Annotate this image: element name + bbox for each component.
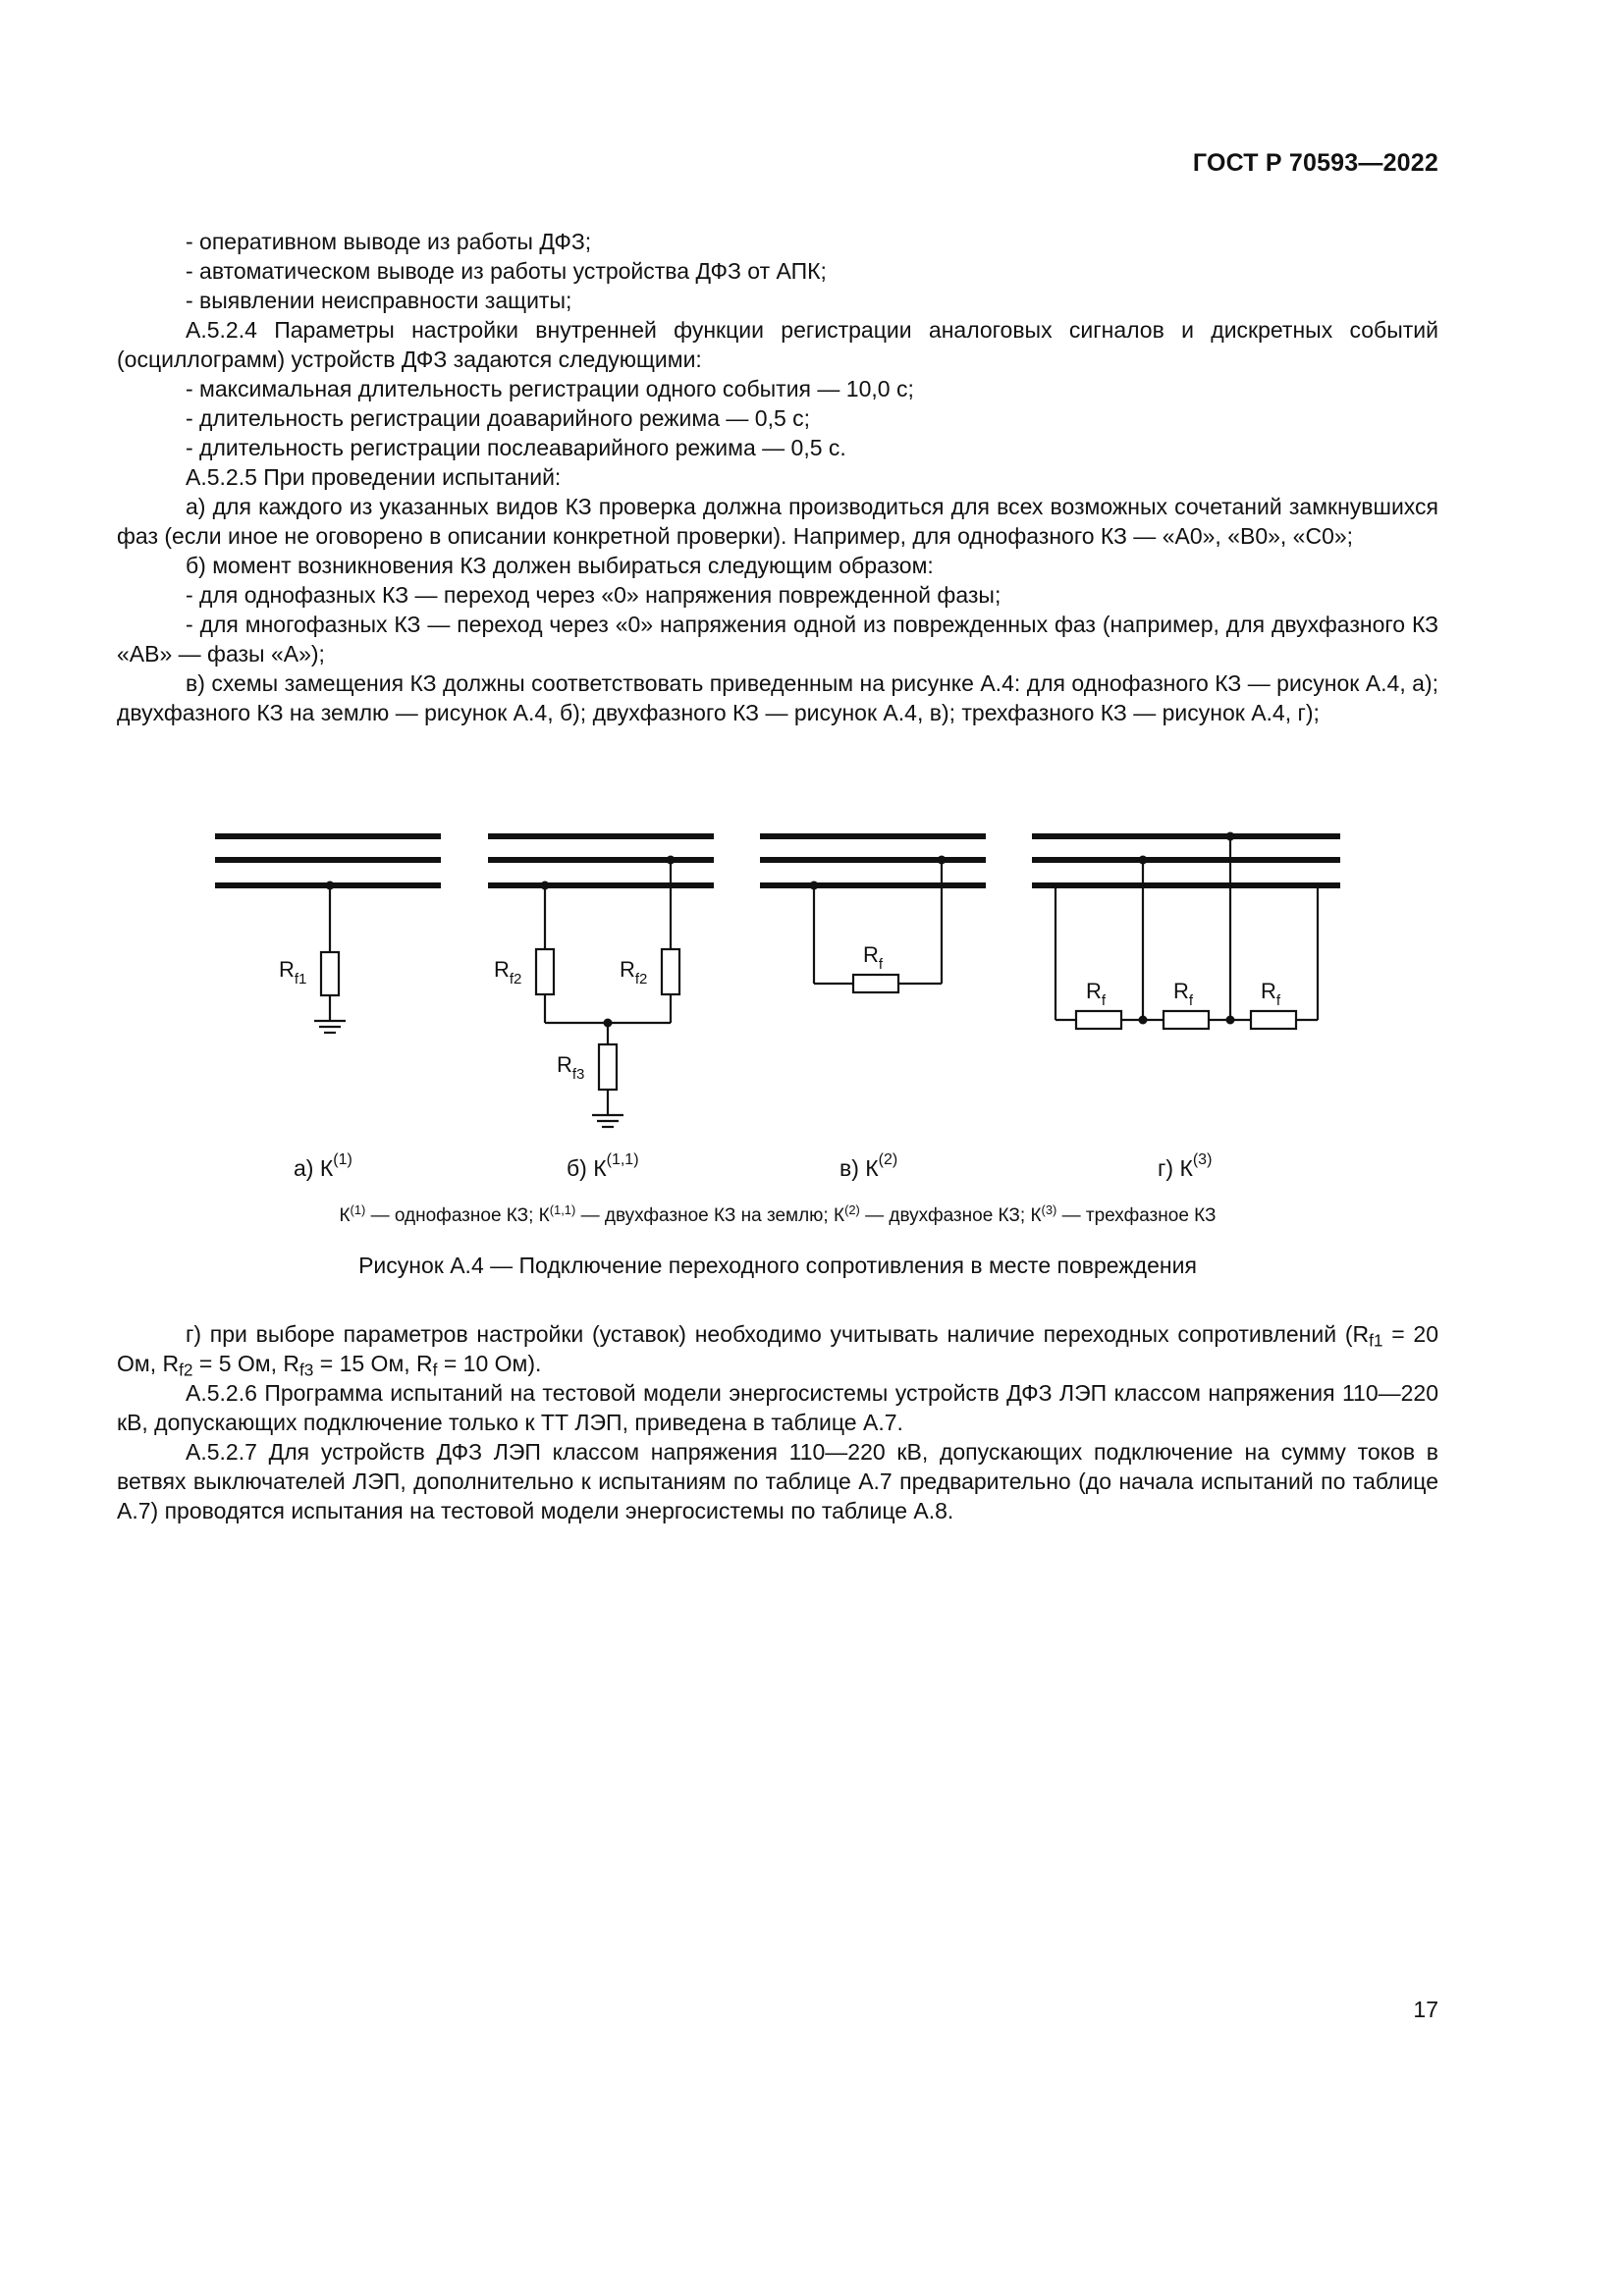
fault-resistance-diagram: [117, 815, 1438, 1227]
text-block-top: [117, 227, 1438, 727]
label-rf3: $R_{f3}$: [557, 1052, 585, 1083]
busbars-a: [215, 836, 441, 885]
paragraph-a524: А.5.2.4 Параметры настройки внутренней функции регистрации аналоговых сигналов и дискретных событий (осциллограмм) устройств ДФЗ задаются следующими:: [117, 317, 1438, 372]
paragraph-g: г) при выборе параметров настройки (уставок) необходимо учитывать наличие переходных сопротивлений ($R_{f1} = 20$ Ом, $R_{f2} = 5$ Ом, $R_{f3} = 15$ Ом, $R_f = 10$ Ом).: [117, 1321, 1438, 1380]
paragraph-a526: А.5.2.6 Программа испытаний на тестовой модели энергосистемы устройств ДФЗ ЛЭП классом напряжения 110—220 кВ, допускающих подключение только к ТТ ЛЭП, приведена в таблице А.7.: [117, 1380, 1438, 1435]
diagram-label-g: г) $К^{(3)}$: [1158, 1151, 1213, 1181]
label-rf-g1: $R_f$: [1086, 979, 1107, 1009]
list-item-fault: - выявлении неисправности защиты;: [186, 288, 572, 313]
list-item-max-duration: - максимальная длительность регистрации одного события — 10,0 с;: [186, 376, 914, 401]
list-item-single-phase: - для однофазных КЗ — переход через «0» напряжения поврежденной фазы;: [186, 582, 1001, 608]
figure-legend: $К^{(1)}$ — однофазное КЗ; К$^{(1,1)}$ — двухфазное КЗ на землю; $К^{(2)}$ — двухфазное КЗ; $К^{(3)}$ — трехфазное КЗ: [339, 1201, 1217, 1226]
list-item-automatic: - автоматическом выводе из работы устройства ДФЗ от АПК;: [186, 258, 827, 284]
busbars-g: [1032, 836, 1340, 885]
list-item-post-fault: - длительность регистрации послеаварийного режима — 0,5 с.: [186, 435, 846, 460]
paragraph-a525: А.5.2.5 При проведении испытаний:: [186, 464, 562, 490]
label-rf2-right: $R_{f2}$: [620, 957, 648, 988]
label-rf-v: $R_f$: [863, 942, 884, 973]
diagram-label-a: а) $К^{(1)}$: [294, 1151, 352, 1181]
label-rf-g3: $R_f$: [1261, 979, 1281, 1009]
paragraph-a527: А.5.2.7 Для устройств ДФЗ ЛЭП классом напряжения 110—220 кВ, допускающих подключение на сумму токов в ветвях выключателей ЛЭП, дополнительно к испытаниям по таблице А.7 предварительно (до начала испытаний по таблице А.7) проводятся испытания на тестовой модели энергосистемы по таблице А.8.: [117, 1439, 1438, 1523]
paragraph-a: а) для каждого из указанных видов КЗ проверка должна производиться для всех возможных сочетаний замкнувшихся фаз (если иное не оговорено в описании конкретной проверки). Например, для однофазного КЗ — «А0», «В0», «С0»;: [117, 494, 1438, 549]
list-item-pre-fault: - длительность регистрации доаварийного режима — 0,5 с;: [186, 405, 811, 431]
busbars-b: [488, 836, 714, 885]
busbars-v: [760, 836, 986, 885]
diagram-label-b: б) К$^{(1,1)}$: [567, 1151, 639, 1181]
label-rf2-left: $R_{f2}$: [494, 957, 522, 988]
figure-caption: Рисунок А.4 — Подключение переходного сопротивления в месте повреждения: [358, 1253, 1197, 1278]
figure-a4: [117, 815, 1438, 1227]
list-item-operative: - оперативном выводе из работы ДФЗ;: [186, 229, 592, 254]
diagram-label-v: в) $К^{(2)}$: [839, 1151, 898, 1181]
label-rf1: $R_{f1}$: [279, 957, 307, 988]
circuit-a: [314, 885, 346, 1033]
list-item-multi-phase: - для многофазных КЗ — переход через «0» напряжения одной из поврежденных фаз (например, для двухфазного КЗ «АВ» — фазы «А»);: [117, 612, 1438, 667]
circuit-b: [536, 860, 679, 1127]
text-block-bottom: [117, 1319, 1438, 1525]
paragraph-v: в) схемы замещения КЗ должны соответствовать приведенным на рисунке А.4: для однофазного КЗ — рисунок А.4, а); двухфазного КЗ на землю — рисунок А.4, б); двухфазного КЗ — рисунок А.4, в); трехфазного КЗ — рисунок А.4, г);: [117, 670, 1438, 725]
label-rf-g2: $R_f$: [1173, 979, 1194, 1009]
document-header: ГОСТ Р 70593—2022: [1192, 149, 1438, 177]
page-number: 17: [1413, 1997, 1438, 2022]
paragraph-b: б) момент возникновения КЗ должен выбираться следующим образом:: [186, 553, 934, 578]
